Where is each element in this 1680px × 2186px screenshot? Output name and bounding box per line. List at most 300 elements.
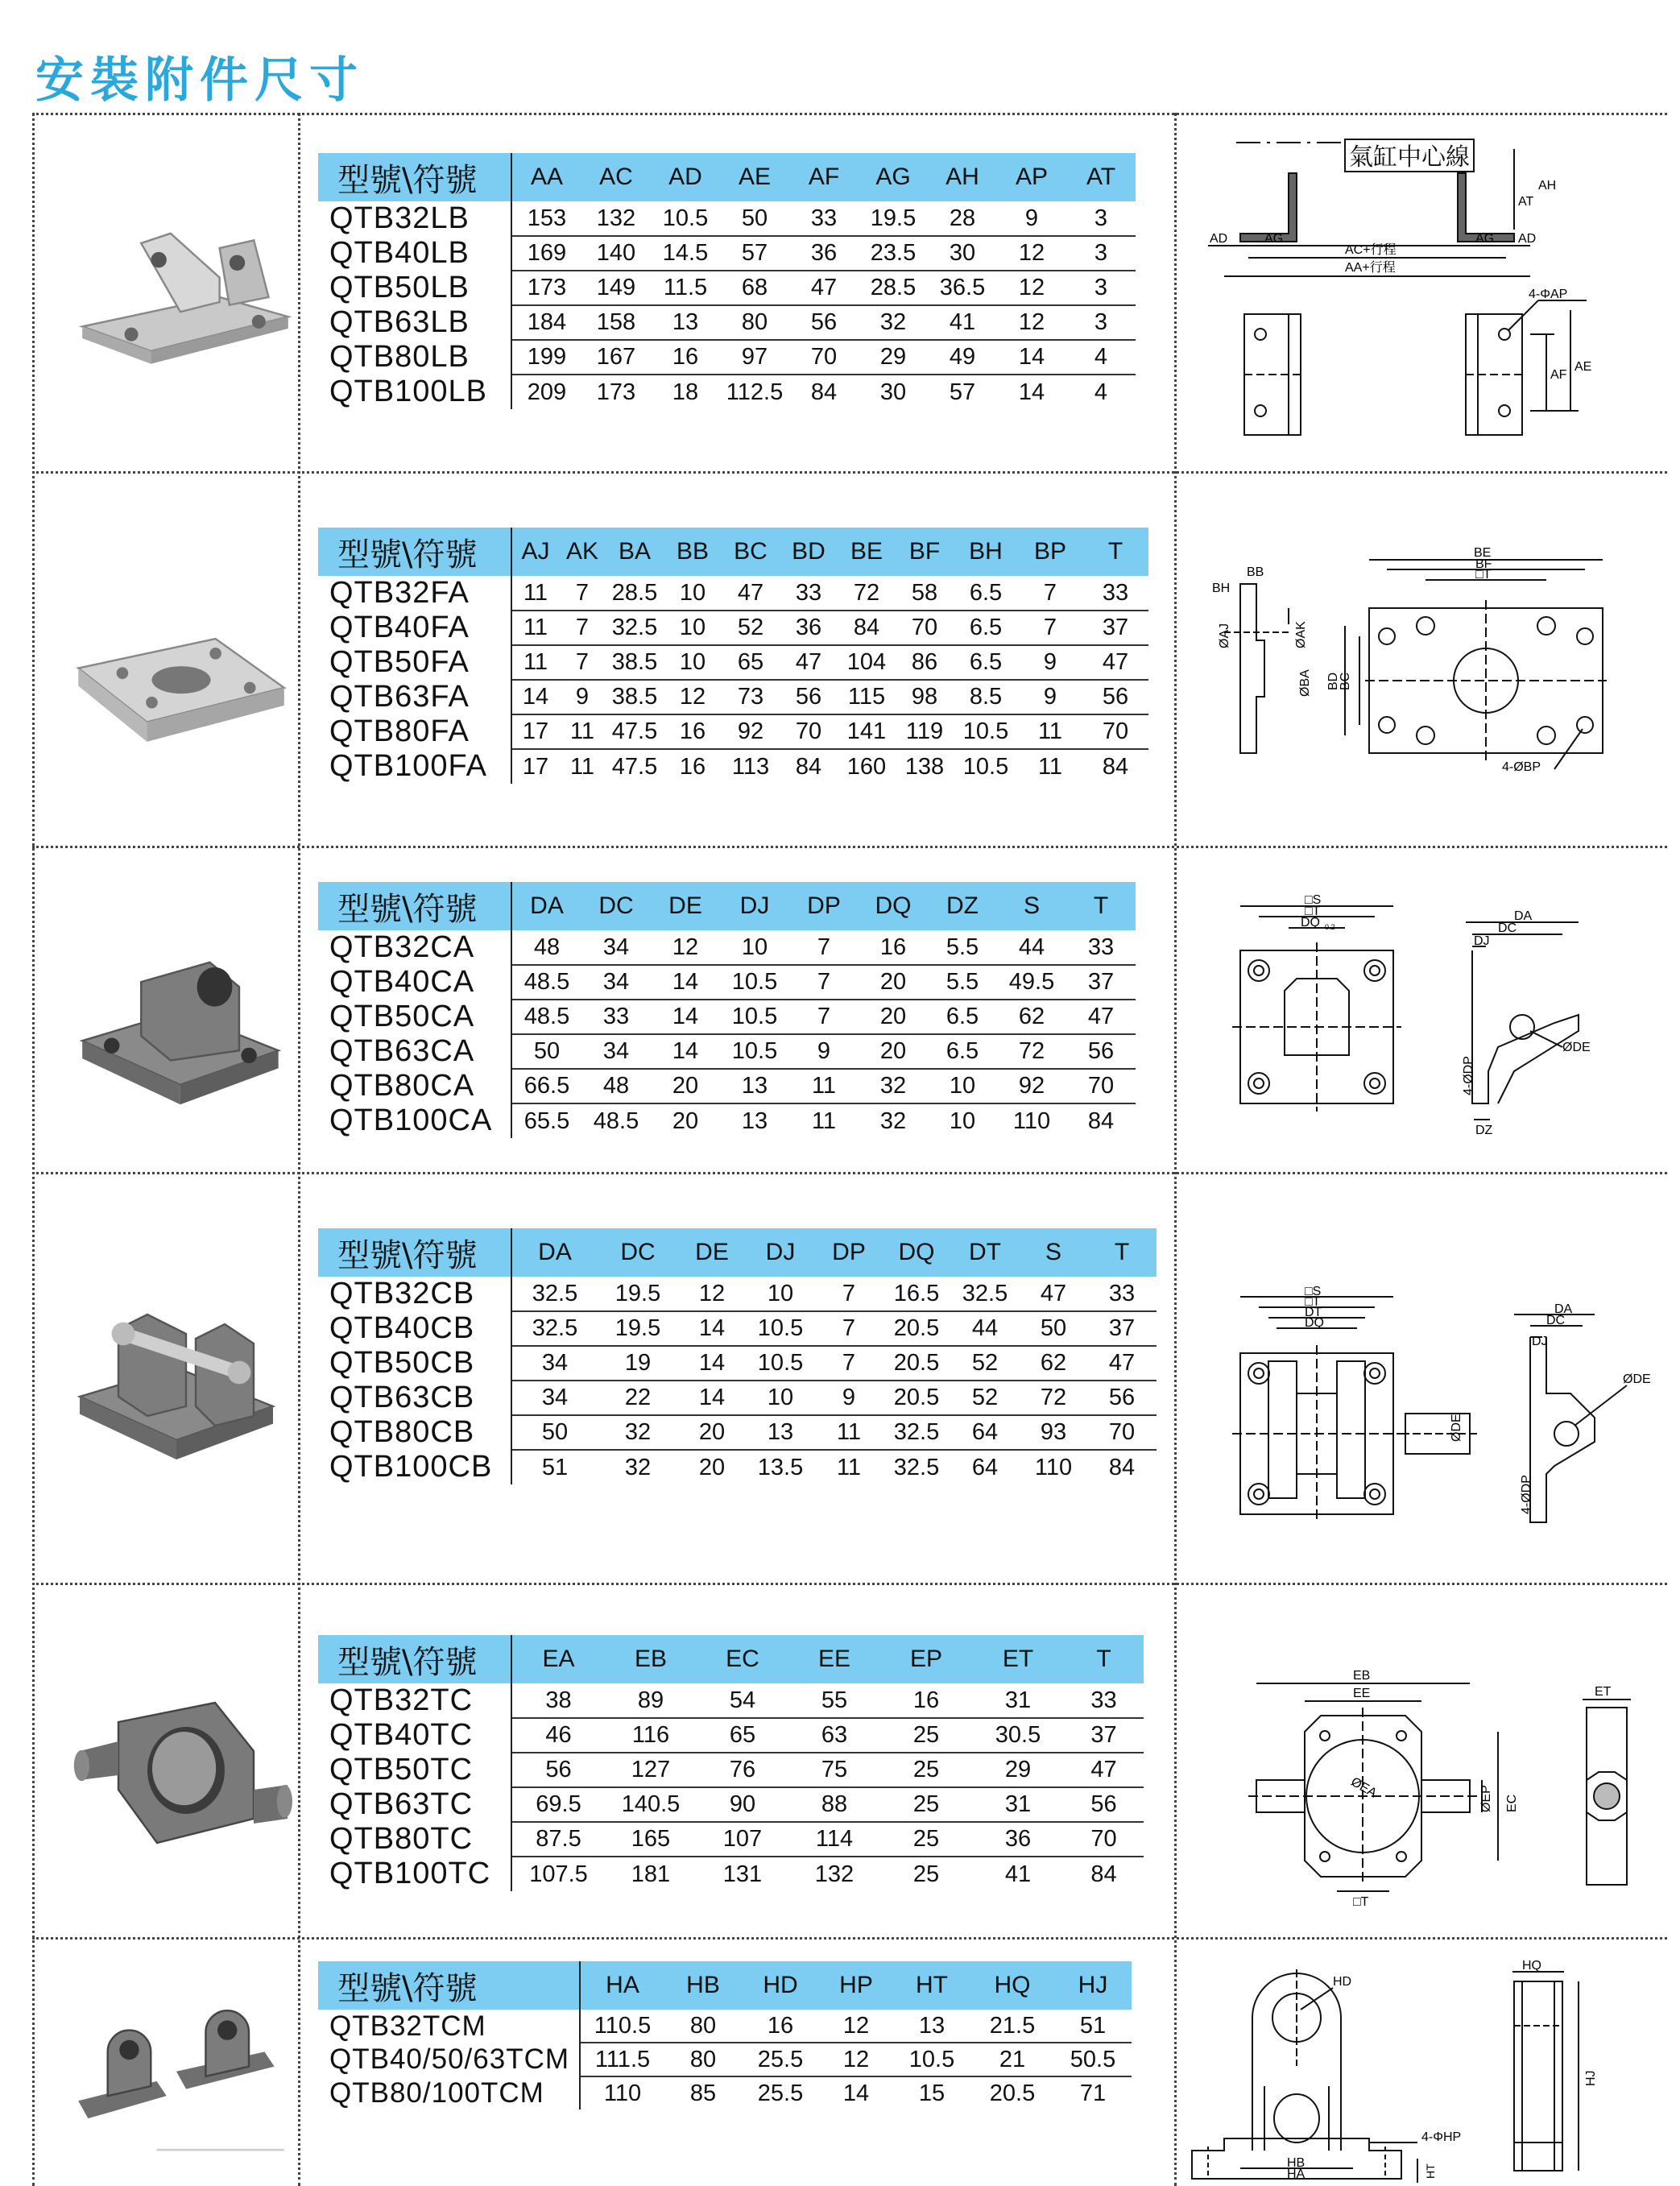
- value-cell: 71: [1079, 2080, 1107, 2106]
- value-cell: 90: [697, 1787, 788, 1822]
- value-cell: 153: [511, 201, 581, 236]
- tcm-trunnion-support-photo: [68, 1989, 294, 2183]
- value-cell: 11: [836, 1454, 862, 1480]
- value-cell: 72: [838, 576, 896, 611]
- drawing-label: BH: [1212, 582, 1231, 595]
- value-cell: 13: [651, 305, 720, 340]
- drawing-label: BB: [1247, 565, 1264, 579]
- header-cell: BH: [954, 528, 1018, 576]
- value-cell: 80: [664, 2010, 742, 2043]
- value-cell: 7: [815, 1311, 883, 1346]
- drawing-label: ØEA: [1348, 1774, 1380, 1801]
- value-cell: 37: [1066, 965, 1136, 1000]
- value-cell: 52: [950, 1346, 1020, 1381]
- drawing-label: □S: [1305, 1285, 1322, 1298]
- value-cell: 11: [511, 576, 559, 611]
- drawing-label: DZ: [1475, 1124, 1493, 1137]
- value-cell: 98: [896, 680, 954, 714]
- value-cell: 11: [559, 714, 606, 749]
- value-cell: 18: [672, 379, 699, 405]
- value-cell: 9: [559, 680, 606, 714]
- value-cell: 119: [896, 714, 954, 749]
- drawing-label: ØBA: [1298, 669, 1312, 697]
- value-cell: 55: [788, 1683, 880, 1718]
- value-cell: 25: [912, 1861, 940, 1887]
- table-row: [318, 2043, 1132, 2076]
- value-cell: 199: [511, 340, 581, 375]
- drawing-label: DA: [1554, 1302, 1573, 1316]
- value-cell: 48: [581, 1069, 651, 1103]
- table-row: [318, 1753, 1144, 1787]
- table-row: [318, 1787, 1144, 1822]
- value-cell: 84: [1090, 1861, 1117, 1887]
- value-cell: 112.5: [726, 379, 784, 405]
- value-cell: 25.5: [742, 2043, 819, 2076]
- value-cell: 84: [1108, 1454, 1136, 1480]
- value-cell: 20.5: [883, 1381, 950, 1415]
- value-cell: 114: [788, 1822, 880, 1857]
- value-cell: 11: [811, 1107, 837, 1134]
- value-cell: 3: [1066, 271, 1136, 305]
- value-cell: 32.5: [883, 1415, 950, 1450]
- value-cell: 9: [1018, 645, 1082, 680]
- model-cell: QTB80LB: [318, 340, 511, 375]
- model-cell: QTB100CA: [318, 1103, 511, 1138]
- value-cell: 12: [997, 305, 1066, 340]
- model-cell: QTB50FA: [318, 645, 511, 680]
- value-cell: 10.5: [720, 1000, 789, 1034]
- value-cell: 34: [581, 1034, 651, 1069]
- drawing-label: EC: [1505, 1794, 1519, 1812]
- cb-spec-table: [318, 1228, 1157, 1484]
- table-row: [318, 1103, 1136, 1138]
- value-cell: 37: [1082, 611, 1148, 645]
- header-cell: T: [1087, 1228, 1157, 1277]
- drawing-label: AF: [1550, 368, 1567, 382]
- value-cell: 158: [581, 305, 651, 340]
- value-cell: 80: [720, 305, 789, 340]
- value-cell: 131: [722, 1861, 763, 1887]
- value-cell: 9: [1018, 680, 1082, 714]
- value-cell: 47.5: [606, 714, 664, 749]
- header-cell: HA: [580, 1961, 664, 2010]
- value-cell: 12: [819, 2043, 893, 2076]
- drawing-label: EB: [1353, 1669, 1371, 1683]
- value-cell: 25: [880, 1787, 972, 1822]
- header-model: 型號\符號: [318, 153, 511, 201]
- value-cell: 34: [511, 1346, 598, 1381]
- value-cell: 73: [722, 680, 780, 714]
- value-cell: 47.5: [611, 753, 658, 780]
- value-cell: 15: [918, 2080, 946, 2106]
- table-row: [318, 645, 1148, 680]
- table-row: [318, 1415, 1157, 1450]
- drawing-label: BD: [1326, 672, 1340, 690]
- value-cell: 64: [950, 1415, 1020, 1450]
- header-cell: BE: [838, 528, 896, 576]
- tc-spec-table: [318, 1635, 1144, 1891]
- header-cell: DC: [581, 882, 651, 930]
- header-cell: AP: [997, 153, 1066, 201]
- model-cell: QTB80CB: [318, 1415, 511, 1450]
- value-cell: 132: [581, 201, 651, 236]
- cb-clevis-pin-photo: [68, 1281, 294, 1474]
- value-cell: 97: [720, 340, 789, 375]
- model-cell: QTB50CA: [318, 1000, 511, 1034]
- tcm-spec-table: [318, 1961, 1132, 2109]
- value-cell: 72: [997, 1034, 1066, 1069]
- value-cell: 13: [741, 1107, 768, 1134]
- table-row: [318, 201, 1136, 236]
- value-cell: 138: [904, 753, 945, 780]
- value-cell: 16: [742, 2010, 819, 2043]
- table-row: [318, 1381, 1157, 1415]
- value-cell: 12: [997, 271, 1066, 305]
- model-cell: QTB80TC: [318, 1822, 511, 1857]
- value-cell: 104: [838, 645, 896, 680]
- value-cell: 20: [859, 1034, 928, 1069]
- value-cell: 16: [880, 1683, 972, 1718]
- header-cell: DE: [651, 882, 720, 930]
- header-cell: BB: [664, 528, 722, 576]
- value-cell: 58: [896, 576, 954, 611]
- drawing-label: AT: [1518, 195, 1534, 209]
- page-title: 安裝附件尺寸: [35, 52, 364, 109]
- drawing-label: ØDE: [1562, 1041, 1591, 1054]
- value-cell: 17: [522, 753, 549, 780]
- header-cell: BA: [606, 528, 664, 576]
- header-cell: AF: [789, 153, 859, 201]
- value-cell: 19.5: [859, 201, 928, 236]
- header-cell: AC: [581, 153, 651, 201]
- drawing-label: AA+行程: [1345, 261, 1396, 275]
- value-cell: 33: [789, 201, 859, 236]
- value-cell: 47: [780, 645, 838, 680]
- header-cell: DJ: [746, 1228, 815, 1277]
- value-cell: 25: [880, 1822, 972, 1857]
- model-cell: QTB100LB: [318, 375, 511, 409]
- header-cell: DA: [511, 882, 581, 930]
- value-cell: 19.5: [598, 1311, 678, 1346]
- value-cell: 9: [815, 1381, 883, 1415]
- drawing-label: DA: [1514, 909, 1533, 923]
- value-cell: 10: [664, 611, 722, 645]
- value-cell: 6.5: [954, 611, 1018, 645]
- drawing-label: ØAJ: [1218, 623, 1231, 648]
- table-row: [318, 340, 1136, 375]
- model-cell: QTB40TC: [318, 1718, 511, 1753]
- value-cell: 56: [1066, 1034, 1136, 1069]
- value-cell: 23.5: [859, 236, 928, 271]
- value-cell: 72: [1020, 1381, 1087, 1415]
- header-cell: AH: [928, 153, 997, 201]
- header-model: 型號\符號: [318, 882, 511, 930]
- value-cell: 14: [651, 1034, 720, 1069]
- drawing-label: ØEP: [1479, 1785, 1493, 1812]
- model-cell: QTB100TC: [318, 1857, 511, 1891]
- value-cell: 62: [1020, 1346, 1087, 1381]
- value-cell: 6.5: [928, 1034, 997, 1069]
- value-cell: 140.5: [605, 1787, 697, 1822]
- value-cell: 32.5: [606, 611, 664, 645]
- value-cell: 141: [838, 714, 896, 749]
- value-cell: 11: [511, 645, 559, 680]
- header-cell: HP: [819, 1961, 893, 2010]
- value-cell: 20: [859, 965, 928, 1000]
- value-cell: 20: [651, 1069, 720, 1103]
- value-cell: 12: [819, 2010, 893, 2043]
- table-row: [318, 1069, 1136, 1103]
- value-cell: 31: [972, 1787, 1064, 1822]
- fa-technical-drawing: [1176, 536, 1667, 793]
- header-cell: DT: [950, 1228, 1020, 1277]
- drawing-label: DQ: [1305, 1316, 1324, 1330]
- drawing-label: AG: [1475, 232, 1495, 246]
- value-cell: 48.5: [511, 1000, 581, 1034]
- value-cell: 64: [971, 1454, 999, 1480]
- drawing-label: AC+行程: [1345, 243, 1397, 257]
- table-row: [318, 1277, 1157, 1311]
- value-cell: 12: [664, 680, 722, 714]
- drawing-label: □T: [1353, 1895, 1369, 1909]
- header-cell: DE: [678, 1228, 746, 1277]
- value-cell: 9: [789, 1034, 859, 1069]
- table-row: [318, 305, 1136, 340]
- value-cell: 62: [997, 1000, 1066, 1034]
- header-cell: DJ: [720, 882, 789, 930]
- value-cell: 34: [581, 965, 651, 1000]
- lb-spec-table: [318, 153, 1136, 409]
- value-cell: 54: [697, 1683, 788, 1718]
- drawing-label: DT: [1305, 1306, 1322, 1319]
- value-cell: 92: [997, 1069, 1066, 1103]
- value-cell: 149: [581, 271, 651, 305]
- value-cell: 36: [780, 611, 838, 645]
- header-cell: BF: [896, 528, 954, 576]
- value-cell: 17: [511, 714, 559, 749]
- value-cell: 70: [780, 714, 838, 749]
- value-cell: 132: [814, 1861, 854, 1887]
- value-cell: 11: [815, 1415, 883, 1450]
- header-cell: EC: [697, 1635, 788, 1683]
- model-cell: QTB63FA: [318, 680, 511, 714]
- value-cell: 209: [527, 379, 567, 405]
- table-row: [318, 1000, 1136, 1034]
- value-cell: 70: [1087, 1415, 1157, 1450]
- value-cell: 5.5: [928, 930, 997, 965]
- value-cell: 33: [1064, 1683, 1144, 1718]
- header-model: 型號\符號: [318, 1228, 511, 1277]
- value-cell: 57: [949, 379, 976, 405]
- ca-technical-drawing: [1176, 886, 1667, 1144]
- value-cell: 41: [1004, 1861, 1032, 1887]
- value-cell: 11: [789, 1069, 859, 1103]
- drawing-label: 氣缸中心線: [1349, 144, 1470, 171]
- value-cell: 19: [598, 1346, 678, 1381]
- drawing-label: DC: [1546, 1314, 1566, 1327]
- header-model: 型號\符號: [318, 1635, 511, 1683]
- value-cell: 93: [1020, 1415, 1087, 1450]
- value-cell: 48.5: [511, 965, 581, 1000]
- value-cell: 165: [605, 1822, 697, 1857]
- value-cell: 65.5: [523, 1107, 570, 1134]
- value-cell: 63: [788, 1718, 880, 1753]
- value-cell: 38.5: [606, 680, 664, 714]
- value-cell: 11: [1037, 753, 1063, 780]
- model-cell: QTB80CA: [318, 1069, 511, 1103]
- value-cell: 47: [789, 271, 859, 305]
- value-cell: 14: [651, 1000, 720, 1034]
- table-row: [318, 749, 1148, 784]
- value-cell: 30.5: [972, 1718, 1064, 1753]
- model-cell: QTB63LB: [318, 305, 511, 340]
- value-cell: 7: [559, 611, 606, 645]
- header-cell: AG: [859, 153, 928, 201]
- value-cell: 47: [1066, 1000, 1136, 1034]
- drawing-label: HQ: [1522, 1959, 1541, 1973]
- value-cell: 41: [928, 305, 997, 340]
- value-cell: 7: [1018, 576, 1082, 611]
- drawing-label: ØDE: [1623, 1372, 1651, 1386]
- drawing-label: ET: [1595, 1685, 1612, 1699]
- header-cell: BC: [722, 528, 780, 576]
- drawing-label: ØDE: [1450, 1414, 1463, 1442]
- value-cell: 13: [746, 1415, 815, 1450]
- value-cell: 33: [1066, 930, 1136, 965]
- value-cell: 116: [605, 1718, 697, 1753]
- value-cell: 70: [1066, 1069, 1136, 1103]
- value-cell: 10.5: [893, 2043, 970, 2076]
- model-cell: QTB100CB: [318, 1450, 511, 1484]
- table-row: [318, 1822, 1144, 1857]
- value-cell: 29: [972, 1753, 1064, 1787]
- value-cell: 10: [746, 1277, 815, 1311]
- value-cell: 13: [720, 1069, 789, 1103]
- value-cell: 110: [603, 2080, 642, 2106]
- header-cell: DP: [789, 882, 859, 930]
- table-row: [318, 2076, 1132, 2109]
- value-cell: 47: [1087, 1346, 1157, 1381]
- value-cell: 10.5: [720, 965, 789, 1000]
- value-cell: 33: [1082, 576, 1148, 611]
- table-row: [318, 1857, 1144, 1891]
- value-cell: 32: [879, 1107, 907, 1134]
- value-cell: 50.5: [1054, 2043, 1132, 2076]
- table-row: [318, 714, 1148, 749]
- drawing-label: 0.2: [1325, 923, 1335, 931]
- value-cell: 30: [879, 379, 907, 405]
- value-cell: 84: [1102, 753, 1129, 780]
- value-cell: 115: [838, 680, 896, 714]
- value-cell: 20.5: [883, 1346, 950, 1381]
- value-cell: 3: [1066, 236, 1136, 271]
- drawing-label: ØAK: [1294, 621, 1308, 648]
- value-cell: 7: [815, 1277, 883, 1311]
- header-cell: T: [1082, 528, 1148, 576]
- value-cell: 32: [859, 1069, 928, 1103]
- drawing-label: □T: [1475, 568, 1492, 582]
- header-cell: S: [1020, 1228, 1087, 1277]
- value-cell: 51: [541, 1454, 569, 1480]
- drawing-label: AH: [1538, 179, 1557, 193]
- value-cell: 56: [1087, 1381, 1157, 1415]
- value-cell: 33: [780, 576, 838, 611]
- value-cell: 69.5: [511, 1787, 605, 1822]
- table-row: [318, 1346, 1157, 1381]
- value-cell: 37: [1087, 1311, 1157, 1346]
- table-row: [318, 576, 1148, 611]
- value-cell: 10: [928, 1069, 997, 1103]
- value-cell: 56: [1082, 680, 1148, 714]
- header-cell: DC: [598, 1228, 678, 1277]
- value-cell: 140: [581, 236, 651, 271]
- drawing-label: DC: [1498, 921, 1517, 935]
- value-cell: 127: [605, 1753, 697, 1787]
- value-cell: 25: [880, 1718, 972, 1753]
- header-cell: HT: [893, 1961, 970, 2010]
- drawing-label: DJ: [1474, 934, 1490, 948]
- model-cell: QTB100FA: [318, 749, 511, 784]
- table-row: [318, 2010, 1132, 2043]
- table-row: [318, 930, 1136, 965]
- table-row: [318, 1718, 1144, 1753]
- lb-technical-drawing: [1176, 133, 1667, 455]
- value-cell: 36.5: [928, 271, 997, 305]
- fa-flange-photo: [68, 596, 294, 789]
- drawing-label: BF: [1475, 557, 1492, 571]
- header-cell: AK: [559, 528, 606, 576]
- tcm-technical-drawing: [1176, 1957, 1667, 2186]
- value-cell: 38.5: [606, 645, 664, 680]
- header-cell: DQ: [859, 882, 928, 930]
- value-cell: 10.5: [954, 714, 1018, 749]
- table-row: [318, 965, 1136, 1000]
- model-cell: QTB63TC: [318, 1787, 511, 1822]
- value-cell: 37: [1064, 1718, 1144, 1753]
- drawing-label: AE: [1574, 360, 1592, 374]
- value-cell: 49: [928, 340, 997, 375]
- drawing-label: DJ: [1532, 1335, 1548, 1348]
- value-cell: 14: [842, 2080, 870, 2106]
- value-cell: 11: [569, 753, 595, 780]
- drawing-label: AG: [1264, 232, 1284, 246]
- fa-spec-table: [318, 528, 1148, 784]
- value-cell: 3: [1066, 305, 1136, 340]
- value-cell: 29: [859, 340, 928, 375]
- value-cell: 52: [722, 611, 780, 645]
- value-cell: 7: [789, 965, 859, 1000]
- model-cell: QTB40FA: [318, 611, 511, 645]
- divider: [298, 113, 300, 2186]
- value-cell: 65: [697, 1718, 788, 1753]
- header-cell: HB: [664, 1961, 742, 2010]
- model-cell: QTB63CA: [318, 1034, 511, 1069]
- model-cell: QTB32FA: [318, 576, 511, 611]
- header-cell: T: [1064, 1635, 1144, 1683]
- value-cell: 11: [1018, 714, 1082, 749]
- value-cell: 10: [664, 576, 722, 611]
- value-cell: 48.5: [593, 1107, 639, 1134]
- drawing-label: HJ: [1584, 2070, 1598, 2086]
- table-row: [318, 1683, 1144, 1718]
- model-cell: QTB40CA: [318, 965, 511, 1000]
- table-row: [318, 680, 1148, 714]
- value-cell: 10.5: [746, 1346, 815, 1381]
- value-cell: 6.5: [954, 576, 1018, 611]
- value-cell: 57: [720, 236, 789, 271]
- header-cell: EA: [511, 1635, 605, 1683]
- model-cell: QTB50LB: [318, 271, 511, 305]
